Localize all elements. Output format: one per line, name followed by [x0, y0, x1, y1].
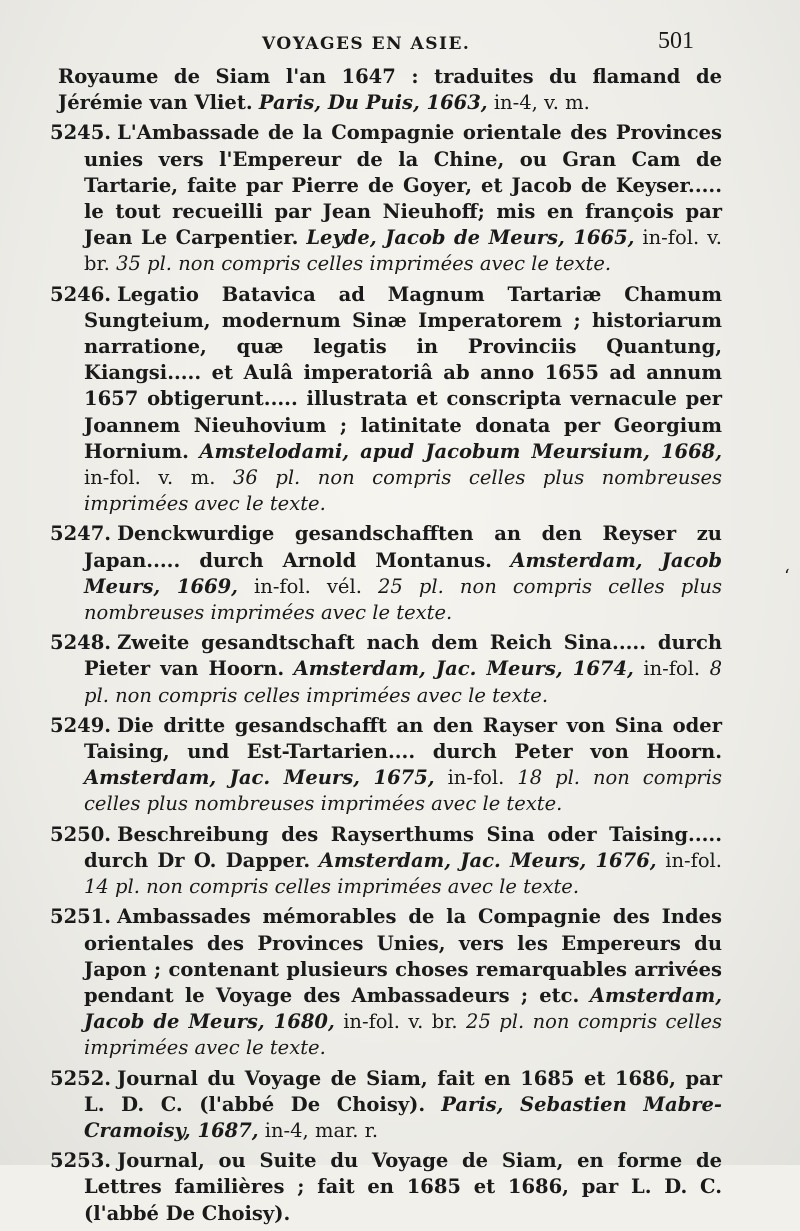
catalog-entry-5252: [50, 1066, 722, 1145]
entry-format: in-fol.: [447, 766, 505, 790]
entry-number: 5249.: [50, 713, 112, 737]
entry-number: 5252.: [50, 1066, 112, 1090]
entry-number: 5245.: [50, 121, 112, 145]
catalog-entry-5245: [50, 120, 722, 277]
catalog-entry-continued: [50, 64, 722, 116]
entry-note: 14 pl. non compris celles imprimées avec le texte.: [84, 875, 580, 899]
entry-imprint: Amstelodami, apud Jacobum Meursium, 1668,: [199, 439, 722, 463]
entry-imprint: Paris, Sebastien Mabre-Cramoisy, 1687,: [84, 1092, 722, 1142]
entry-note: 35 pl. non compris celles imprimées avec le texte.: [116, 252, 612, 276]
entry-title: Beschreibung des Rayserthums Sina oder Taising..... durch Dr O. Dapper.: [84, 822, 722, 872]
entry-note: 8 pl. non compris celles imprimées avec le texte.: [84, 657, 723, 707]
page-header: [0, 28, 800, 64]
catalog-entry-5247: [50, 521, 722, 626]
entry-title: Die dritte gesandschafft an den Rayser von Sina oder Taising, und Est-Tartarien.... durch Peter von Hoorn.: [84, 713, 722, 764]
entry-title: Legatio Batavica ad Magnum Tartariæ Chamum Sungteium, modernum Sinæ Imperatorem ; historiarum narratione, quæ legatis in Provinciis Quantung, Kiangsi..... et Aulâ imperatoriâ ab anno 1655 ad annum 1657 obtigerunt..... illustrata et conscripta vernacule per Joannem Nieuhovium ; latinitate donata per Georgium Hornium.: [84, 282, 722, 463]
entry-format: in-fol. v. br.: [84, 226, 722, 276]
entry-title: Royaume de Siam l'an 1647 : traduites du flamand de Jérémie van Vliet.: [58, 65, 722, 115]
entry-format: in-fol. v. br.: [343, 1010, 458, 1034]
entry-imprint: Amsterdam, Jac. Meurs, 1675,: [84, 766, 435, 790]
entry-note: 36 pl. non compris celles plus nombreuses imprimées avec le texte.: [84, 466, 722, 516]
entry-format: in-fol.: [643, 657, 701, 681]
entry-title: Ambassades mémorables de la Compagnie des Indes orientales des Provinces Unies, vers les Empereurs du Japon ; contenant plusieurs choses remarquables arrivées pendant le Voyage des Ambassadeurs ; etc.: [84, 905, 722, 1007]
entry-format: in-4, mar. r.: [264, 1118, 379, 1142]
entry-format: in-fol.: [665, 848, 722, 872]
entry-title: Journal, ou Suite du Voyage de Siam, en forme de Lettres familières ; fait en 1685 et 1686, par L. D. C. (l'abbé De Choisy).: [84, 1149, 722, 1225]
entry-number: 5247.: [50, 522, 112, 546]
catalog-entry-5251: [50, 904, 722, 1061]
entry-format: in-fol. v. m.: [84, 466, 216, 490]
margin-mark: ‘: [784, 566, 790, 587]
running-title: VOYAGES EN ASIE.: [262, 34, 471, 54]
entry-title: L'Ambassade de la Compagnie orientale des Provinces unies vers l'Empereur de la Chine, ou Gran Cam de Tartarie, faite par Pierre de Goyer, et Jacob de Keyser..... le tout recueilli par Jean Nieuhoff; mis en françois par Jean Le Carpentier.: [84, 121, 722, 250]
page-number: 501: [658, 28, 694, 54]
catalog-entry-5246: [50, 282, 722, 518]
entry-imprint: Leyde, Jacob de Meurs, 1665,: [306, 226, 635, 250]
entry-note: 25 pl. non compris celles imprimées avec le texte.: [84, 1010, 723, 1060]
entry-note: 25 pl. non compris celles plus nombreuses imprimées avec le texte.: [84, 574, 722, 625]
entry-number: 5253.: [50, 1149, 112, 1173]
entry-imprint: Amsterdam, Jacob de Meurs, 1680,: [84, 983, 722, 1034]
entry-number: 5251.: [50, 905, 112, 929]
entry-number: 5248.: [50, 631, 112, 655]
catalog-entry-5248: [50, 630, 722, 709]
entry-imprint: Amsterdam, Jac. Meurs, 1676,: [318, 848, 657, 872]
entry-imprint: Paris, Du Puis, 1663,: [258, 91, 488, 115]
catalog-entry-5250: [50, 822, 722, 901]
entry-number: 5246.: [50, 282, 112, 306]
entry-imprint: Amsterdam, Jac. Meurs, 1674,: [293, 657, 634, 681]
entry-title: Zweite gesandtschaft nach dem Reich Sina..... durch Pieter van Hoorn.: [84, 631, 722, 681]
entry-title: Journal du Voyage de Siam, fait en 1685 et 1686, par L. D. C. (l'abbé De Choisy).: [84, 1066, 722, 1116]
entry-format: in-4, v. m.: [493, 91, 590, 115]
entry-imprint: Amsterdam, Jacob Meurs, 1669,: [84, 548, 722, 598]
catalog-entry-5253: [50, 1148, 722, 1227]
entry-title: Denckwurdige gesandschafften an den Reyser zu Japan..... durch Arnold Montanus.: [84, 522, 722, 572]
entry-note: 18 pl. non compris celles plus nombreuses imprimées avec le texte.: [84, 766, 722, 816]
entry-number: 5250.: [50, 822, 112, 846]
catalog-entry-5249: [50, 713, 722, 818]
catalog-entries: [50, 64, 722, 1231]
entry-format: in-fol. vél.: [254, 574, 362, 598]
